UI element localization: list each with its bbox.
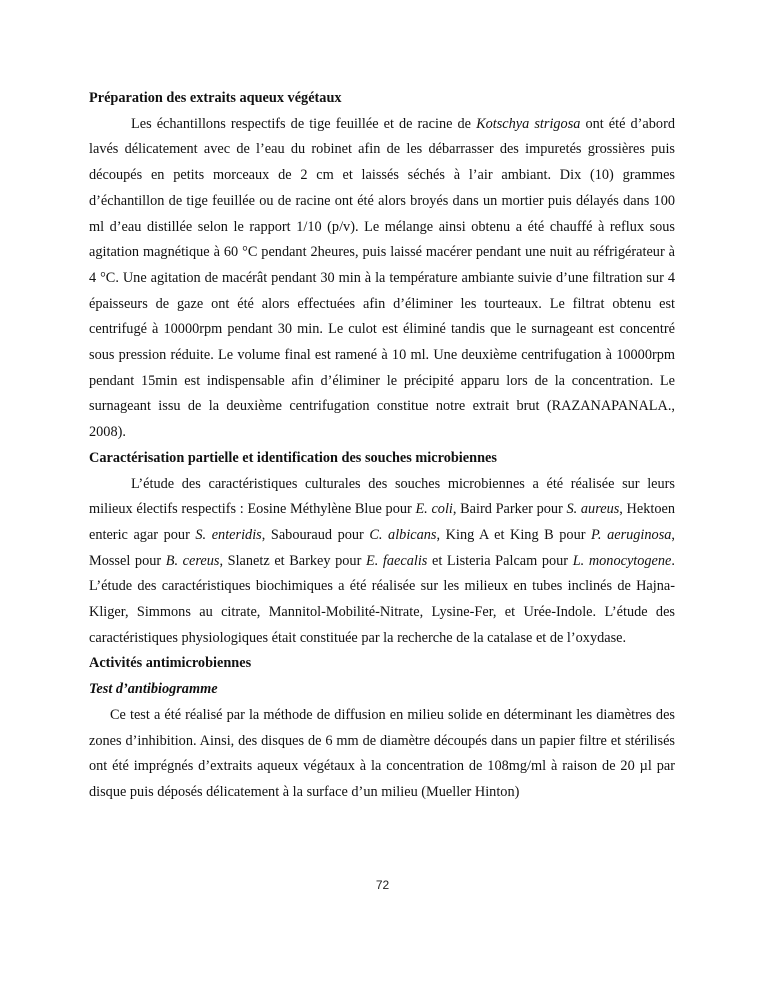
page-number: 72	[375, 878, 390, 892]
document-page	[89, 86, 675, 806]
section-heading-activites: Activités antimicrobiennes	[89, 655, 252, 672]
subheading-antibiogramme: Test d’antibiogramme	[89, 681, 218, 698]
paragraph-preparation: Les échantillons respectifs de tige feuillée et de racine de Kotschya strigosa ont été d’abord lavés délicatement avec de l’eau du robinet afin de les débarrasser des impuretés grossières puis découpés en petits morceaux de 2 cm et laissés séchés à l’air ambiant. Dix (10) grammes d’échantillon de tige feuillée ou de racine ont été alors broyés dans un mortier puis délayés dans 100 ml d’eau distillée selon le rapport 1/10 (p/v). Le mélange ainsi obtenu a été chauffé à reflux sous agitation magnétique à 60 °C pendant 2heures, puis laissé macérer pendant une nuit au réfrigérateur à 4 °C. Une agitation de macérât pendant 30 min à la température ambiante suivie d’une filtration sur 4 épaisseurs de gaze ont été alors effectuées afin d’éliminer les tourteaux. Le filtrat obtenu est centrifugé à 10000rpm pendant 30 min. Le culot est éliminé tandis que le surnageant est concentré sous pression réduite. Le volume final est ramené à 10 ml. Une deuxième centrifugation à 10000rpm pendant 15min est indispensable afin d’éliminer le précipité apparu lors de la concentration. Le surnageant issu de la deuxième centrifugation constitue notre extrait brut (RAZANAPANALA., 2008).	[89, 115, 675, 441]
paragraph-antibiogramme: Ce test a été réalisé par la méthode de diffusion en milieu solide en déterminant les diamètres des zones d’inhibition. Ainsi, des disques de 6 mm de diamètre découpés dans un papier filtre et stérilisés ont été imprégnés d’extraits aqueux végétaux à la concentration de 108mg/ml à raison de 20 µl par disque puis déposés délicatement à la surface d’un milieu (Mueller Hinton)	[89, 706, 675, 800]
section-heading-preparation: Préparation des extraits aqueux végétaux	[89, 90, 342, 106]
paragraph-caracterisation: L’étude des caractéristiques culturales des souches microbiennes a été réalisée sur leurs milieux électifs respectifs : Eosine Méthylène Blue pour E. coli, Baird Parker pour S. aureus, Hektoen enteric agar pour S. enteridis, Sabouraud pour C. albicans, King A et King B pour P. aeruginosa, Mossel pour B. cereus, Slanetz et Barkey pour E. faecalis et Listeria Palcam pour L. monocytogene. L’étude des caractéristiques biochimiques a été réalisée sur les milieux en tubes inclinés de Hajna-Kliger, Simmons au citrate, Mannitol-Mobilité-Nitrate, Lysine-Fer, et Urée-Indole. L’étude des caractéristiques physiologiques était constituée par la recherche de la catalase et de l’oxydase.	[89, 475, 675, 646]
section-heading-caracterisation: Caractérisation partielle et identification des souches microbiennes	[89, 449, 497, 466]
